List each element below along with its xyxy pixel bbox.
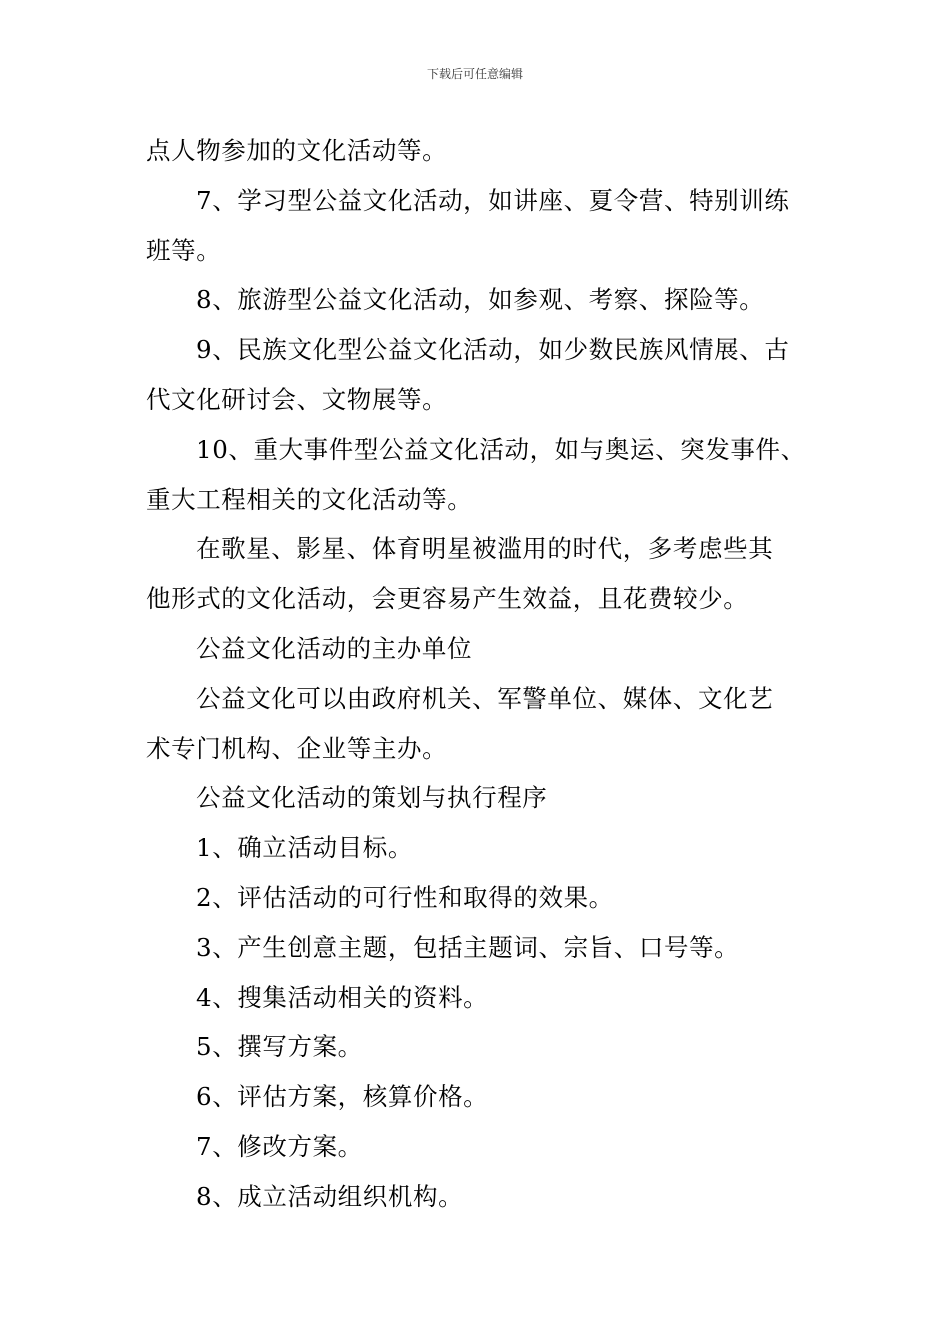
text-line: 8、旅游型公益文化活动，如参观、考察、探险等。 (196, 285, 765, 315)
text-line: 9、民族文化型公益文化活动，如少数民族风情展、古 (196, 335, 790, 365)
list-item: 4、搜集活动相关的资料。 (196, 982, 489, 1012)
section-heading: 公益文化活动的主办单位 (196, 633, 473, 663)
list-item: 3、产生创意主题，包括主题词、宗旨、口号等。 (196, 932, 740, 962)
text-line: 代文化研讨会、文物展等。 (146, 384, 448, 414)
text-line: 班等。 (146, 235, 222, 265)
list-item: 2、评估活动的可行性和取得的效果。 (196, 882, 614, 912)
list-item: 6、评估方案，核算价格。 (196, 1082, 489, 1112)
page-header: 下载后可任意编辑 (426, 67, 523, 81)
text-line: 公益文化可以由政府机关、军警单位、媒体、文化艺 (196, 683, 774, 713)
text-line: 重大工程相关的文化活动等。 (146, 484, 473, 514)
text-line: 点人物参加的文化活动等。 (146, 136, 448, 165)
section-heading: 公益文化活动的策划与执行程序 (196, 783, 548, 813)
list-item: 7、修改方案。 (196, 1131, 363, 1161)
text-line: 术专门机构、企业等主办。 (146, 733, 448, 763)
list-item: 5、撰写方案。 (196, 1032, 363, 1062)
document-body (146, 126, 826, 1222)
text-line: 7、学习型公益文化活动，如讲座、夏令营、特别训练 (196, 185, 790, 215)
text-line: 他形式的文化活动，会更容易产生效益，且花费较少。 (146, 584, 749, 614)
text-line: 在歌星、影星、体育明星被滥用的时代，多考虑些其 (196, 534, 774, 564)
list-item: 1、确立活动目标。 (196, 833, 413, 863)
text-line: 10、重大事件型公益文化活动，如与奥运、突发事件、 (196, 434, 806, 464)
list-item: 8、成立活动组织机构。 (196, 1181, 464, 1211)
